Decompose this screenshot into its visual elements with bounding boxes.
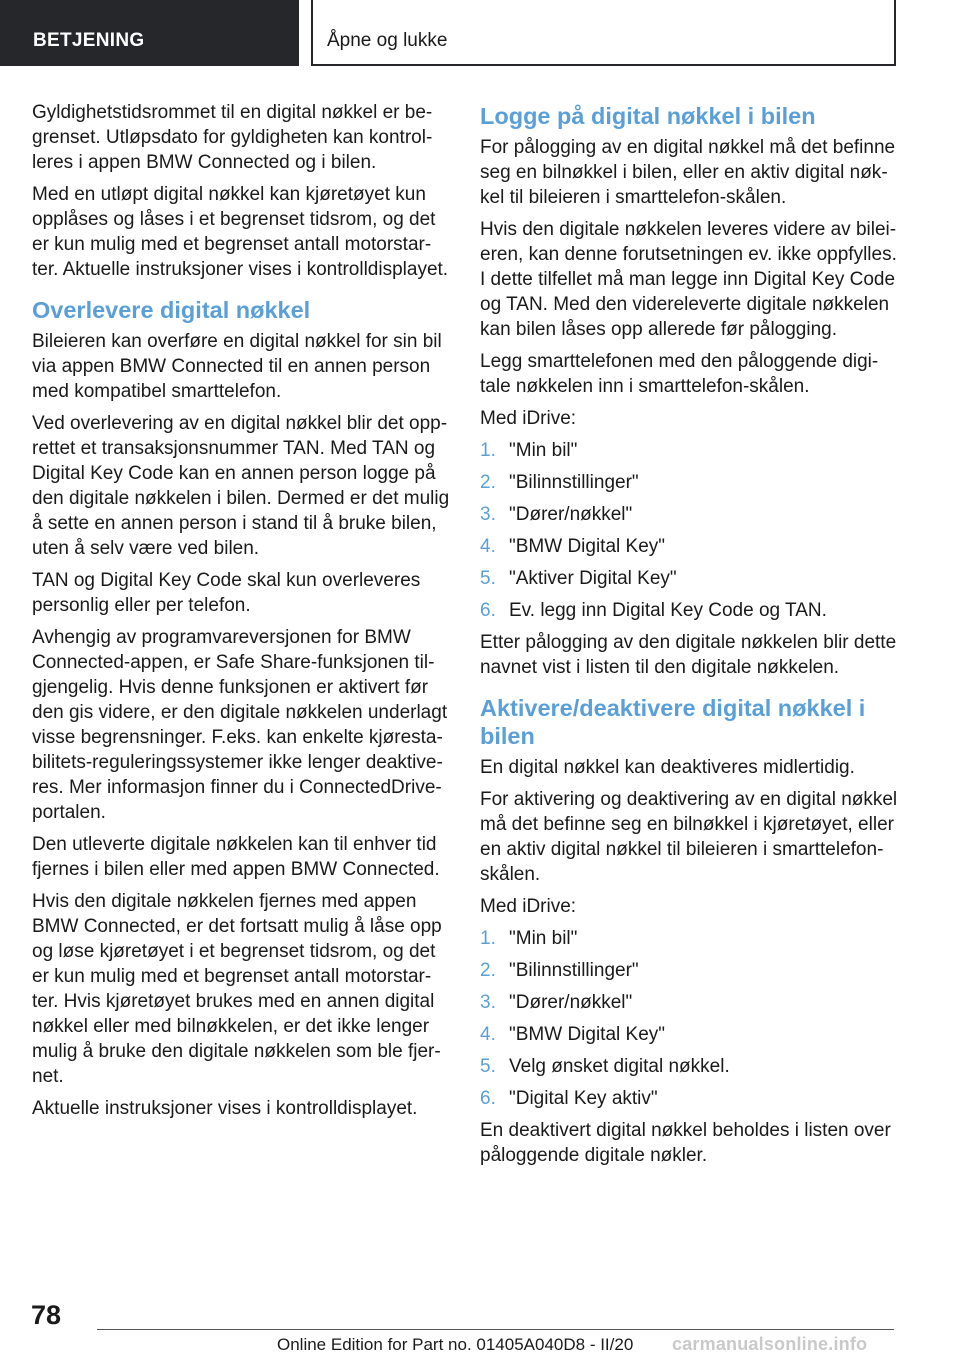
list-item (480, 566, 898, 591)
step-text: "Dører/nøkkel" (509, 504, 633, 525)
steps-list-login (480, 438, 898, 623)
step-number: 6. (480, 1088, 496, 1109)
paragraph: Aktuelle instruksjoner vises i kontrolldisplayet. (32, 1098, 418, 1119)
paragraph: Med iDrive: (480, 408, 577, 429)
step-number: 6. (480, 600, 496, 621)
paragraph: Gyldighetstidsrommet til en digital nøkkel er begrenset. Utløpsdato for gyldigheten kan kontrolleres i appen BMW Connected og i bilen. (32, 102, 433, 173)
paragraph: For pålogging av en digital nøkkel må det befinne seg en bilnøkkel i bilen, eller en aktiv digital nøkkel til bileieren i smarttelefon-skålen. (480, 137, 896, 208)
section-label: BETJENING (0, 0, 299, 66)
step-text: "Min bil" (509, 440, 578, 461)
list-item (480, 958, 898, 983)
step-number: 4. (480, 1024, 496, 1045)
step-number: 2. (480, 472, 496, 493)
list-item (480, 990, 898, 1015)
step-text: "Dører/nøkkel" (509, 992, 633, 1013)
paragraph: Hvis den digitale nøkkelen leveres videre av bileieren, kan denne forutsetningen ev. ikke oppfylles. I dette tilfellet må man legge inn Digital Key Code og TAN. Med den videreleverte digitale nøkkelen kan bilen låses opp allerede før pålogging. (480, 219, 897, 340)
list-item (480, 470, 898, 495)
paragraph: Bileieren kan overføre en digital nøkkel for sin bil via appen BMW Connected til en annen person med kompatibel smarttelefon. (32, 331, 442, 402)
step-text: "Min bil" (509, 928, 578, 949)
step-text: "Digital Key aktiv" (509, 1088, 658, 1109)
list-item (480, 598, 898, 623)
step-number: 5. (480, 568, 496, 589)
step-text: "Bilinnstillinger" (509, 472, 639, 493)
step-text: "Bilinnstillinger" (509, 960, 639, 981)
step-text: "Aktiver Digital Key" (509, 568, 677, 589)
step-number: 2. (480, 960, 496, 981)
chapter-title: Åpne og lukke (311, 0, 896, 66)
paragraph: Ved overlevering av en digital nøkkel blir det opprettet et transaksjonsnummer TAN. Med TAN og Digital Key Code kan en annen person logge på den digitale nøkkelen i bilen. Dermed er det mulig å sette en annen person i stand til å bruke bilen, uten å selv være ved bilen. (32, 413, 450, 559)
step-text: Velg ønsket digital nøkkel. (509, 1056, 730, 1077)
paragraph: TAN og Digital Key Code skal kun overleveres personlig eller per telefon. (32, 570, 421, 616)
footer-divider (97, 1329, 894, 1330)
paragraph: Den utleverte digitale nøkkelen kan til enhver tid fjernes i bilen eller med appen BMW Connected. (32, 834, 440, 880)
paragraph: Med en utløpt digital nøkkel kan kjøretøyet kun opplåses og låses i et begrenset tidsrom, og det er kun mulig med et begrenset antall motorstarter. Aktuelle instruksjoner vises i kontrolldisplayet. (32, 184, 449, 280)
page-number: 78 (31, 1300, 62, 1330)
list-item (480, 1054, 898, 1079)
paragraph: Med iDrive: (480, 896, 577, 917)
list-item (480, 1086, 898, 1111)
list-item (480, 534, 898, 559)
step-text: "BMW Digital Key" (509, 1024, 666, 1045)
steps-list-activate (480, 926, 898, 1111)
paragraph: Legg smarttelefonen med den påloggende digitale nøkkelen inn i smarttelefon-skålen. (480, 351, 879, 397)
right-column (480, 102, 898, 1175)
list-item (480, 502, 898, 527)
step-number: 1. (480, 928, 496, 949)
paragraph: Etter pålogging av den digitale nøkkelen blir dette navnet vist i listen til den digitale nøkkelen. (480, 632, 897, 678)
list-item (480, 926, 898, 951)
step-number: 1. (480, 440, 496, 461)
watermark: carmanualsonline.info (672, 1334, 868, 1354)
edition-text: Online Edition for Part no. 01405A040D8 - II/20 (277, 1335, 634, 1354)
left-column (32, 100, 450, 1128)
step-text: Ev. legg inn Digital Key Code og TAN. (509, 600, 827, 621)
step-number: 4. (480, 536, 496, 557)
paragraph: Avhengig av programvareversjonen for BMW Connected-appen, er Safe Share-funksjonen tilgjengelig. Hvis denne funksjonen er aktivert før den gis videre, er den digitale nøkkelen underlagt visse begrensninger. F.eks. kan enkelte kjørestabilitets-reguleringssystemer ikke lenger deaktiveres. Mer informasjon finner du i ConnectedDrive-portalen. (32, 627, 448, 823)
paragraph: For aktivering og deaktivering av en digital nøkkel må det befinne seg en bilnøkkel i kjøretøyet, eller en aktiv digital nøkkel til bileieren i smarttelefon-skålen. (480, 789, 898, 885)
step-text: "BMW Digital Key" (509, 536, 666, 557)
step-number: 3. (480, 504, 496, 525)
heading-logge: Logge på digital nøkkel i bilen (480, 103, 816, 129)
step-number: 5. (480, 1056, 496, 1077)
list-item (480, 438, 898, 463)
paragraph: En digital nøkkel kan deaktiveres midlertidig. (480, 757, 855, 778)
step-number: 3. (480, 992, 496, 1013)
page-header (0, 0, 960, 66)
heading-overlevere: Overlevere digital nøkkel (32, 297, 311, 323)
paragraph: En deaktivert digital nøkkel beholdes i listen over påloggende digitale nøkler. (480, 1120, 891, 1166)
paragraph: Hvis den digitale nøkkelen fjernes med appen BMW Connected, er det fortsatt mulig å låse opp og løse kjøretøyet i et begrenset tidsrom, og det er kun mulig med et begrenset antall motorstarter. Hvis kjøretøyet brukes med en annen digital nøkkel eller med bilnøkkelen, er det ikke lenger mulig å bruke den digitale nøkkelen som ble fjernet. (32, 891, 442, 1087)
list-item (480, 1022, 898, 1047)
heading-aktivere: Aktivere/deaktivere digital nøkkel i bilen (480, 695, 866, 749)
